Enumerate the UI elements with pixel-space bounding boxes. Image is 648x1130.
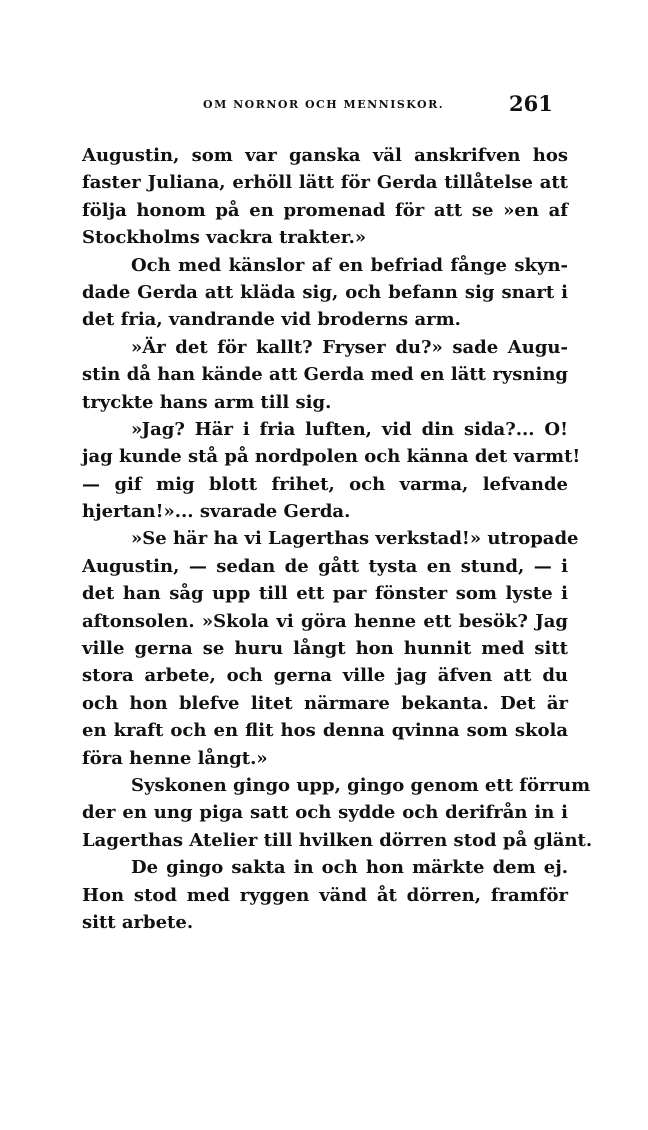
text-line: föra henne långt.» (82, 747, 268, 769)
text-line: en kraft och en flit hos denna qvinna som skola (82, 720, 568, 742)
text-line: — gif mig blott frihet, och varma, lefvande (82, 473, 568, 495)
text-line: jag kunde stå på nordpolen och känna det varmt! (82, 446, 581, 468)
text-line: »Se här ha vi Lagerthas verkstad!» utropade (131, 528, 579, 550)
text-line: aftonsolen. »Skola vi göra henne ett besök? Jag (82, 610, 568, 632)
text-line: följa honom på en promenad för att se »en af (82, 199, 568, 221)
text-line: det han såg upp till ett par fönster som lyste i (82, 583, 568, 605)
text-line: dade Gerda att kläda sig, och befann sig snart i (82, 281, 568, 303)
text-line: och hon blefve litet närmare bekanta. Det är (82, 692, 568, 714)
text-line: sitt arbete. (82, 911, 194, 933)
text-line: Lagerthas Atelier till hvilken dörren stod på glänt. (82, 829, 593, 851)
text-line: hjertan!»... svarade Gerda. (82, 501, 351, 523)
text-line: Hon stod med ryggen vänd åt dörren, framför (82, 884, 568, 906)
text-line: faster Juliana, erhöll lätt för Gerda tillåtelse att (82, 172, 568, 194)
text-line: »Jag? Här i fria luften, vid din sida?... O! (131, 418, 568, 440)
text-line: ville gerna se huru långt hon hunnit med sitt (82, 638, 568, 660)
text-line: Syskonen gingo upp, gingo genom ett förrum (131, 774, 591, 796)
body-text (82, 142, 593, 936)
text-line: stora arbete, och gerna ville jag äfven att du (82, 665, 568, 687)
text-line: stin då han kände att Gerda med en lätt rysning (82, 364, 568, 386)
text-line: »Är det för kallt? Fryser du?» sade Augu- (131, 336, 568, 358)
text-line: Augustin, — sedan de gått tysta en stund, — i (82, 555, 568, 577)
text-line: det fria, vandrande vid broderns arm. (82, 309, 461, 331)
page-number: 261 (509, 91, 553, 116)
text-line: Augustin, som var ganska väl anskrifven hos (82, 145, 568, 166)
text-line: der en ung piga satt och sydde och derifrån in i (82, 802, 568, 824)
text-line: De gingo sakta in och hon märkte dem ej. (131, 857, 568, 879)
text-line: Stockholms vackra trakter.» (82, 227, 367, 249)
text-line: Och med känslor af en befriad fånge skyn- (131, 254, 568, 276)
running-head: OM NORNOR OCH MENNISKOR. (203, 98, 445, 111)
text-line: tryckte hans arm till sig. (82, 391, 332, 413)
